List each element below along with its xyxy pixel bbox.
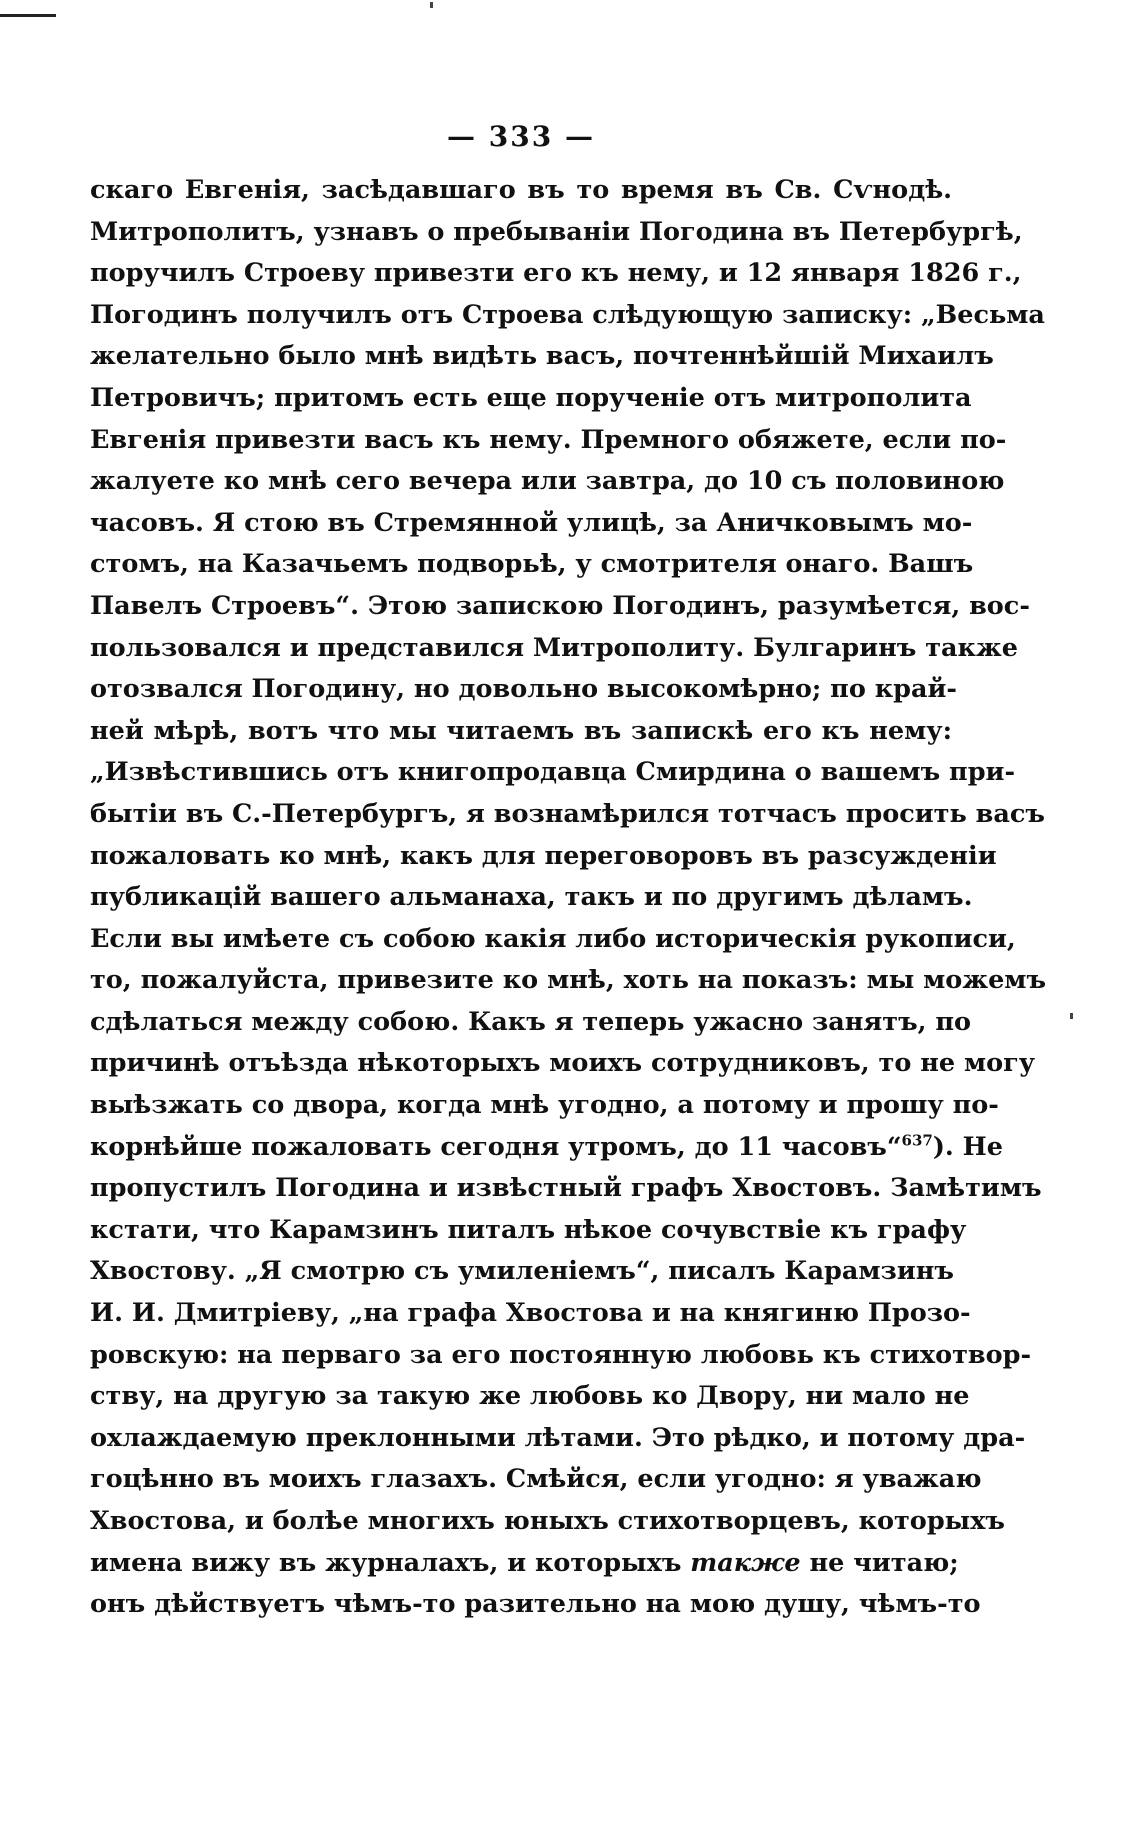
text-line: Евгенія привезти васъ къ нему. Премного обяжете, если по-	[90, 424, 1007, 455]
text-line: гоцѣнно въ моихъ глазахъ. Смѣйся, если угодно: я уважаю	[90, 1464, 982, 1495]
text-line: И. И. Дмитріеву, „на графа Хвостова и на княгиню Прозо-	[90, 1298, 971, 1329]
text-line-part: не читаю;	[809, 1547, 959, 1578]
text-line: Хвостова, и болѣе многихъ юныхъ стихотворцевъ, которыхъ	[90, 1506, 1005, 1536]
text-line: Погодинъ получилъ отъ Строева слѣдующую записку: „Весьма	[90, 299, 1045, 330]
text-line: жалуете ко мнѣ сего вечера или завтра, до 10 съ половиною	[90, 466, 1005, 497]
text-line: „Извѣстившись отъ книгопродавца Смирдина о вашемъ при-	[90, 757, 1016, 788]
body-text	[90, 170, 1047, 1626]
text-line: пропустилъ Погодина и извѣстный графъ Хвостовъ. Замѣтимъ	[90, 1173, 1042, 1204]
text-line: бытіи въ С.-Петербургъ, я вознамѣрился тотчасъ просить васъ	[90, 798, 1045, 829]
text-line: Павелъ Строевъ“. Этою запискою Погодинъ, разумѣется, вос-	[90, 590, 1030, 621]
text-line: пожаловать ко мнѣ, какъ для переговоровъ въ разсужденіи	[90, 840, 997, 871]
scan-speck	[430, 2, 433, 8]
text-line-with-footnote	[90, 1127, 1003, 1169]
text-line: Митрополитъ, узнавъ о пребываніи Погодина въ Петербургѣ,	[90, 216, 1023, 247]
text-line: выѣзжать со двора, когда мнѣ угодно, а потому и прошу по-	[90, 1090, 999, 1121]
text-line-part: корнѣйше пожаловать сегодня утромъ, до 11 часовъ“	[90, 1131, 902, 1162]
text-line-with-italic	[90, 1543, 959, 1585]
text-line: ству, на другую за такую же любовь ко Двору, ни мало не	[90, 1381, 970, 1412]
book-page	[90, 120, 1047, 1626]
text-line: сдѣлаться между собою. Какъ я теперь ужасно занятъ, по	[90, 1006, 972, 1037]
text-line: причинѣ отъѣзда нѣкоторыхъ моихъ сотрудниковъ, то не могу	[90, 1048, 1036, 1079]
text-line: ней мѣрѣ, вотъ что мы читаемъ въ запискѣ его къ нему:	[90, 715, 952, 746]
text-line: Хвостову. „Я смотрю съ умиленіемъ“, писалъ Карамзинъ	[90, 1256, 954, 1287]
italic-word: также	[690, 1547, 801, 1578]
text-line: Петровичъ; притомъ есть еще порученіе отъ митрополита	[90, 382, 972, 413]
text-line: кстати, что Карамзинъ питалъ нѣкое сочувствіе къ графу	[90, 1214, 967, 1245]
footnote-reference: 637	[901, 1131, 933, 1150]
text-line: охлаждаемую преклонными лѣтами. Это рѣдко, и потому дра-	[90, 1422, 1026, 1453]
text-line: ровскую: на перваго за его постоянную любовь къ стихотвор-	[90, 1339, 1032, 1370]
text-line: то, пожалуйста, привезите ко мнѣ, хоть на показъ: мы можемъ	[90, 965, 1047, 996]
text-line: часовъ. Я стою въ Стремянной улицѣ, за Аничковымъ мо-	[90, 507, 973, 538]
text-line: публикацій вашего альманаха, такъ и по другимъ дѣламъ.	[90, 882, 973, 913]
text-line: скаго Евгенія, засѣдавшаго въ то время въ Св. Сѵнодѣ.	[90, 175, 952, 205]
text-line: отозвался Погодину, но довольно высокомѣрно; по край-	[90, 674, 957, 705]
text-line: пользовался и представился Митрополиту. Булгаринъ также	[90, 632, 1018, 663]
text-line-part: имена вижу въ журналахъ, и которыхъ	[90, 1547, 682, 1578]
text-line: Если вы имѣете съ собою какія либо историческія рукописи,	[90, 923, 1016, 954]
scan-edge-mark	[0, 14, 56, 17]
text-line-part: ). Не	[932, 1131, 1003, 1162]
text-line: желательно было мнѣ видѣть васъ, почтеннѣйшій Михаилъ	[90, 341, 994, 372]
text-line: онъ дѣйствуетъ чѣмъ-то разительно на мою душу, чѣмъ-то	[90, 1589, 981, 1620]
text-line: поручилъ Строеву привезти его къ нему, и 12 января 1826 г.,	[90, 258, 1022, 289]
page-number: — 333 —	[447, 120, 595, 153]
scan-speck	[1070, 1013, 1073, 1019]
text-line: стомъ, на Казачьемъ подворьѣ, у смотрителя онаго. Вашъ	[90, 549, 974, 580]
